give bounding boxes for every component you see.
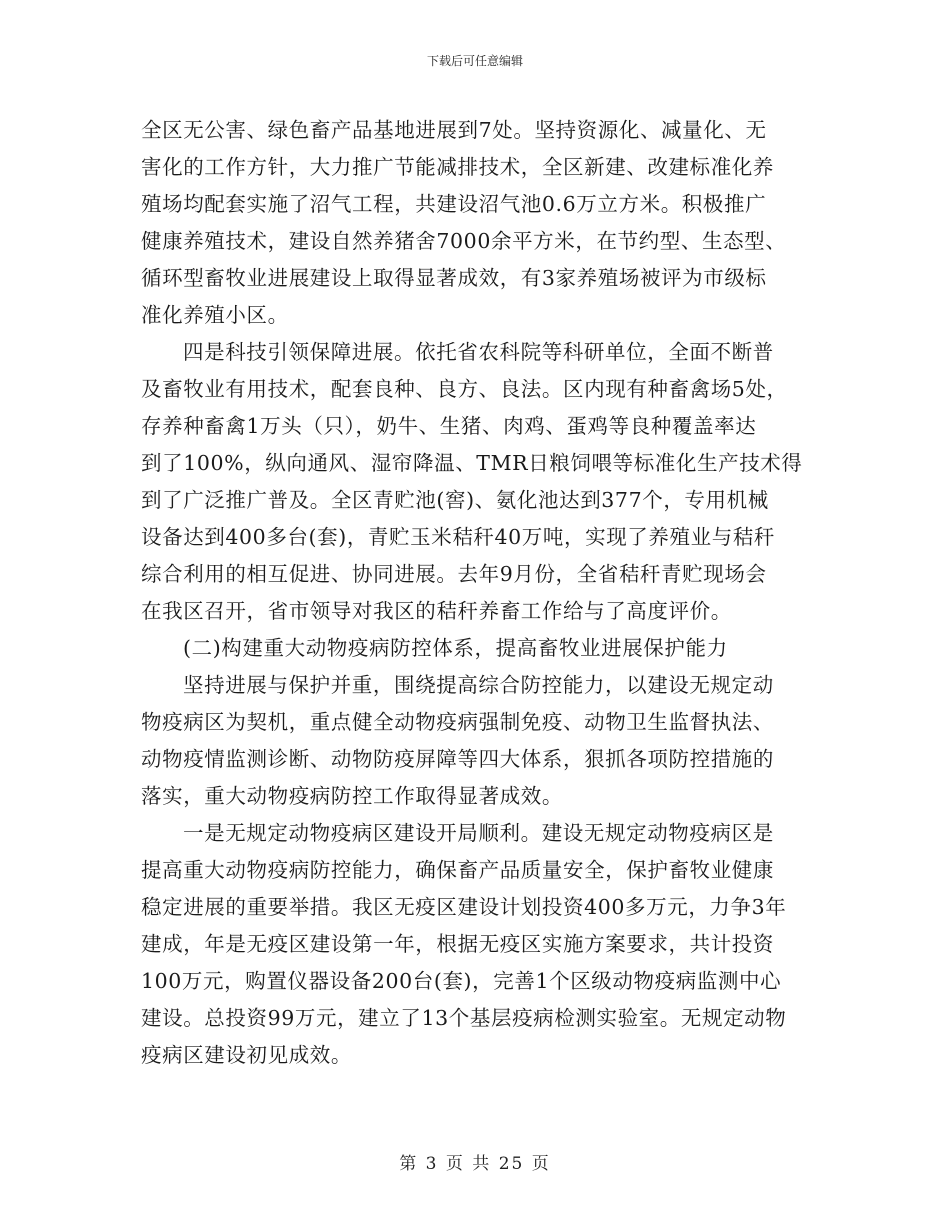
text-line: 健康养殖技术，建设自然养猪舍7000余平方米，在节约型、生态型、 bbox=[141, 229, 787, 253]
text-line: 坚持进展与保护并重，围绕提高综合防控能力，以建设无规定动 bbox=[183, 673, 774, 697]
text-line: 100万元，购置仪器设备200台(套)，完善1个区级动物疫病监测中心 bbox=[141, 969, 782, 993]
text-line: 到了100%，纵向通风、湿帘降温、TMR日粮饲喂等标准化生产技术得 bbox=[141, 451, 803, 475]
text-line: 全区无公害、绿色畜产品基地进展到7处。坚持资源化、减量化、无 bbox=[141, 118, 767, 142]
page-header: 下载后可任意编辑 bbox=[426, 54, 523, 68]
text-line: 在我区召开，省市领导对我区的秸秆养畜工作给与了高度评价。 bbox=[141, 599, 732, 623]
text-line: 落实，重大动物疫病防控工作取得显著成效。 bbox=[141, 784, 563, 808]
text-line: 动物疫情监测诊断、动物防疫屏障等四大体系，狠抓各项防控措施的 bbox=[141, 747, 774, 771]
section-heading bbox=[141, 630, 809, 667]
text-line: 到了广泛推广普及。全区青贮池(窖)、氨化池达到377个，专用机械 bbox=[141, 488, 769, 512]
text-line: 综合利用的相互促进、协同进展。去年9月份，全省秸秆青贮现场会 bbox=[141, 562, 767, 586]
page-footer: 第 3 页 共 25 页 bbox=[399, 1154, 551, 1174]
text-line: (二)构建重大动物疫病防控体系，提高畜牧业进展保护能力 bbox=[183, 636, 728, 660]
paragraph-1 bbox=[141, 112, 809, 334]
paragraph-4 bbox=[141, 815, 809, 1074]
text-line: 物疫病区为契机，重点健全动物疫病强制免疫、动物卫生监督执法、 bbox=[141, 710, 774, 734]
text-line: 建成，年是无疫区建设第一年，根据无疫区实施方案要求，共计投资 bbox=[141, 932, 774, 956]
text-line: 害化的工作方针，大力推广节能减排技术，全区新建、改建标准化养 bbox=[141, 155, 774, 179]
text-line: 建设。总投资99万元，建立了13个基层疫病检测实验室。无规定动物 bbox=[141, 1006, 787, 1030]
text-line: 疫病区建设初见成效。 bbox=[141, 1043, 352, 1067]
document-body bbox=[141, 112, 809, 1074]
text-line: 准化养殖小区。 bbox=[141, 303, 289, 327]
text-line: 四是科技引领保障进展。依托省农科院等科研单位，全面不断普 bbox=[183, 340, 774, 364]
text-line: 及畜牧业有用技术，配套良种、良方、良法。区内现有种畜禽场5处， bbox=[141, 377, 788, 401]
text-line: 提高重大动物疫病防控能力，确保畜产品质量安全，保护畜牧业健康 bbox=[141, 858, 774, 882]
text-line: 殖场均配套实施了沼气工程，共建设沼气池0.6万立方米。积极推广 bbox=[141, 192, 767, 216]
text-line: 稳定进展的重要举措。我区无疫区建设计划投资400多万元，力争3年 bbox=[141, 895, 787, 919]
text-line: 存养种畜禽1万头（只），奶牛、生猪、肉鸡、蛋鸡等良种覆盖率达 bbox=[141, 414, 757, 438]
text-line: 设备达到400多台(套)，青贮玉米秸秆40万吨，实现了养殖业与秸秆 bbox=[141, 525, 776, 549]
text-line: 一是无规定动物疫病区建设开局顺利。建设无规定动物疫病区是 bbox=[183, 821, 774, 845]
paragraph-3 bbox=[141, 667, 809, 815]
text-line: 循环型畜牧业进展建设上取得显著成效，有3家养殖场被评为市级标 bbox=[141, 266, 767, 290]
paragraph-2 bbox=[141, 334, 809, 630]
